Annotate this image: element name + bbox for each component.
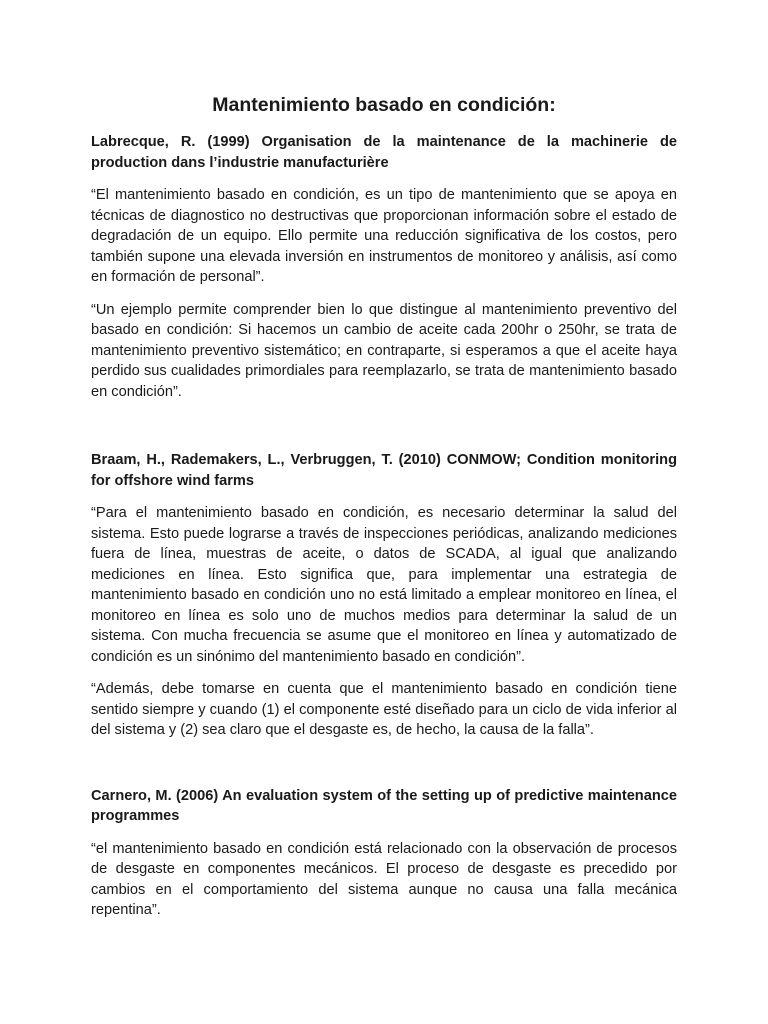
reference-heading: Carnero, M. (2006) An evaluation system of the setting up of predictive maintenance programmes <box>91 787 677 824</box>
section-carnero <box>91 786 677 921</box>
section-spacer <box>91 753 677 786</box>
quote-paragraph: “Para el mantenimiento basado en condición, es necesario determinar la salud del sistema. Esto puede lograrse a través de inspecciones periódicas, analizando mediciones fuera de línea, muestras de aceite, o datos de SCADA, al igual que analizando mediciones en línea. Esto significa que, para implementar una estrategia de mantenimiento basado en condición uno no está limitado a emplear monitoreo en línea, el monitoreo en línea es solo uno de muchos medios para determinar la salud de un sistema. Con mucha frecuencia se asume que el monitoreo en línea y automatizado de condición es un sinónimo del mantenimiento basado en condición”. <box>91 505 677 665</box>
quote-paragraph: “El mantenimiento basado en condición, es un tipo de mantenimiento que se apoya en técnicas de diagnostico no destructivas que proporcionan información sobre el estado de degradación de un equipo. Ello permite una reducción significativa de los costos, pero también supone una elevada inversión en instrumentos de monitoreo y análisis, así como en formación de personal”. <box>91 187 677 285</box>
section-spacer <box>91 414 677 450</box>
quote-paragraph: “Además, debe tomarse en cuenta que el mantenimiento basado en condición tiene sentido siempre y cuando (1) el componente esté diseñado para un ciclo de vida inferior al del sistema y (2) sea claro que el desgaste es, de hecho, la causa de la falla”. <box>91 681 677 738</box>
reference-heading: Braam, H., Rademakers, L., Verbruggen, T. (2010) CONMOW; Condition monitoring for offshore wind farms <box>91 452 677 489</box>
page-title: Mantenimiento basado en condición: <box>212 94 556 116</box>
section-labrecque <box>91 132 677 402</box>
quote-paragraph: “el mantenimiento basado en condición está relacionado con la observación de procesos de desgaste en componentes mecánicos. El proceso de desgaste es precedido por cambios en el comportamiento del sistema aunque no causa una falla mecánica repentina”. <box>91 840 677 918</box>
quote-paragraph: “Un ejemplo permite comprender bien lo que distingue al mantenimiento preventivo del basado en condición: Si hacemos un cambio de aceite cada 200hr o 250hr, se trata de mantenimiento preventivo sistemático; en contraparte, si esperamos a que el aceite haya perdido sus cualidades primordiales para reemplazarlo, se trata de mantenimiento basado en condición”. <box>91 301 677 400</box>
section-braam <box>91 450 677 741</box>
reference-heading: Labrecque, R. (1999) Organisation de la maintenance de la machinerie de production dans l’industrie manufacturière <box>91 134 677 171</box>
